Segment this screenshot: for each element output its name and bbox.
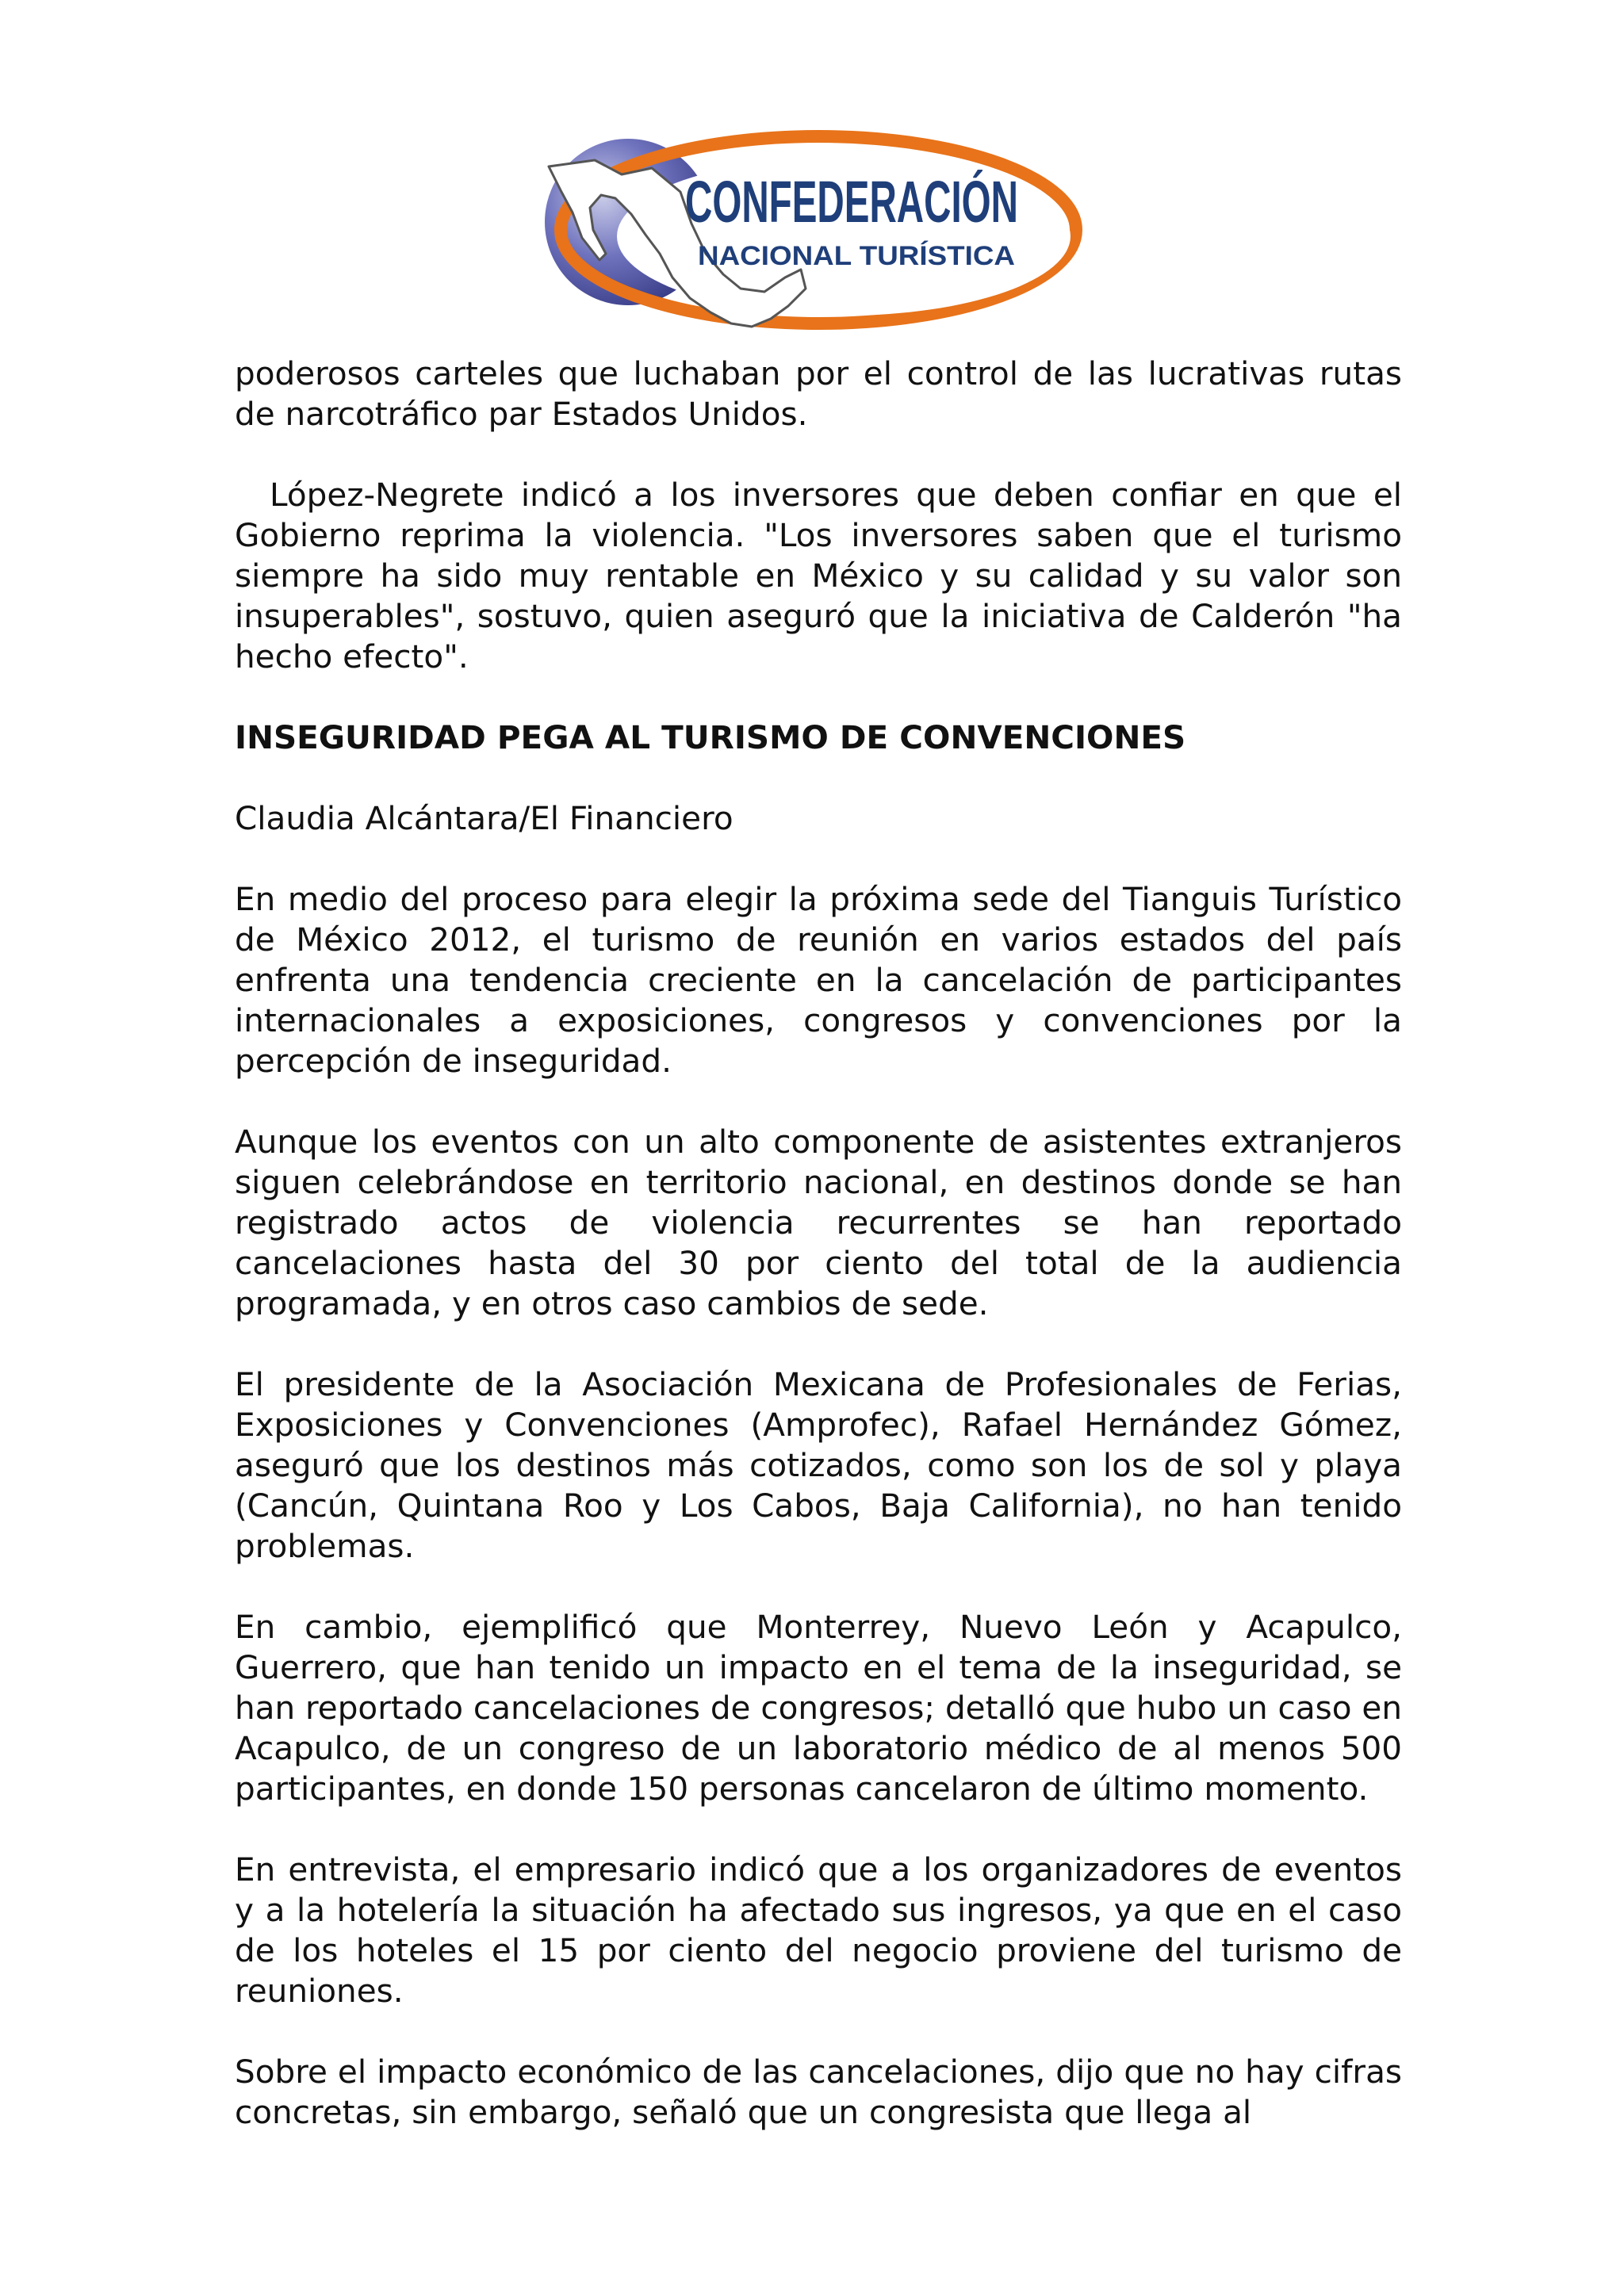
article-headline: INSEGURIDAD PEGA AL TURISMO DE CONVENCIONES <box>235 718 1186 756</box>
paragraph: El presidente de la Asociación Mexicana de Profesionales de Ferias, Exposiciones y Convenciones (Amprofec), Rafael Hernández Gómez, aseguró que los destinos más cotizados, como son los de sol y playa (Cancún, Quintana Roo y Los Cabos, Baja California), no han tenido problemas. <box>235 1365 1402 1565</box>
paragraph: López-Negrete indicó a los inversores que deben confiar en que el Gobierno reprima la violencia. "Los inversores saben que el turismo siempre ha sido muy rentable en México y su calidad y su valor son insuperables", sostuvo, quien aseguró que la iniciativa de Calderón "ha hecho efecto". <box>235 476 1402 675</box>
logo-title: CONFEDERACIÓN <box>685 169 1018 235</box>
paragraph: En medio del proceso para elegir la próxima sede del Tianguis Turístico de México 2012, el turismo de reunión en varios estados del país enfrenta una tendencia creciente en la cancelación de participantes internacionales a exposiciones, congresos y convenciones por la percepción de inseguridad. <box>235 880 1402 1080</box>
logo-subtitle: NACIONAL TURÍSTICA <box>698 241 1015 271</box>
confederacion-logo <box>533 119 1088 349</box>
article-byline: Claudia Alcántara/El Financiero <box>235 799 733 837</box>
paragraph: En cambio, ejemplificó que Monterrey, Nuevo León y Acapulco, Guerrero, que han tenido un impacto en el tema de la inseguridad, se han reportado cancelaciones de congresos; detalló que hubo un caso en Acapulco, de un congreso de un laboratorio médico de al menos 500 participantes, en donde 150 personas cancelaron de último momento. <box>235 1608 1402 1808</box>
paragraph: Aunque los eventos con un alto componente de asistentes extranjeros siguen celebrándose en territorio nacional, en destinos donde se han registrado actos de violencia recurrentes se han reportado cancelaciones hasta del 30 por ciento del total de la audiencia programada, y en otros caso cambios de sede. <box>235 1123 1402 1322</box>
paragraph: Sobre el impacto económico de las cancelaciones, dijo que no hay cifras concretas, sin embargo, señaló que un congresista que llega al <box>235 2053 1402 2131</box>
paragraph: En entrevista, el empresario indicó que a los organizadores de eventos y a la hotelería la situación ha afectado sus ingresos, ya que en el caso de los hoteles el 15 por ciento del negocio proviene del turismo de reuniones. <box>235 1850 1402 2010</box>
paragraph: poderosos carteles que luchaban por el control de las lucrativas rutas de narcotráfico par Estados Unidos. <box>235 354 1402 433</box>
article-body <box>235 354 1402 2133</box>
